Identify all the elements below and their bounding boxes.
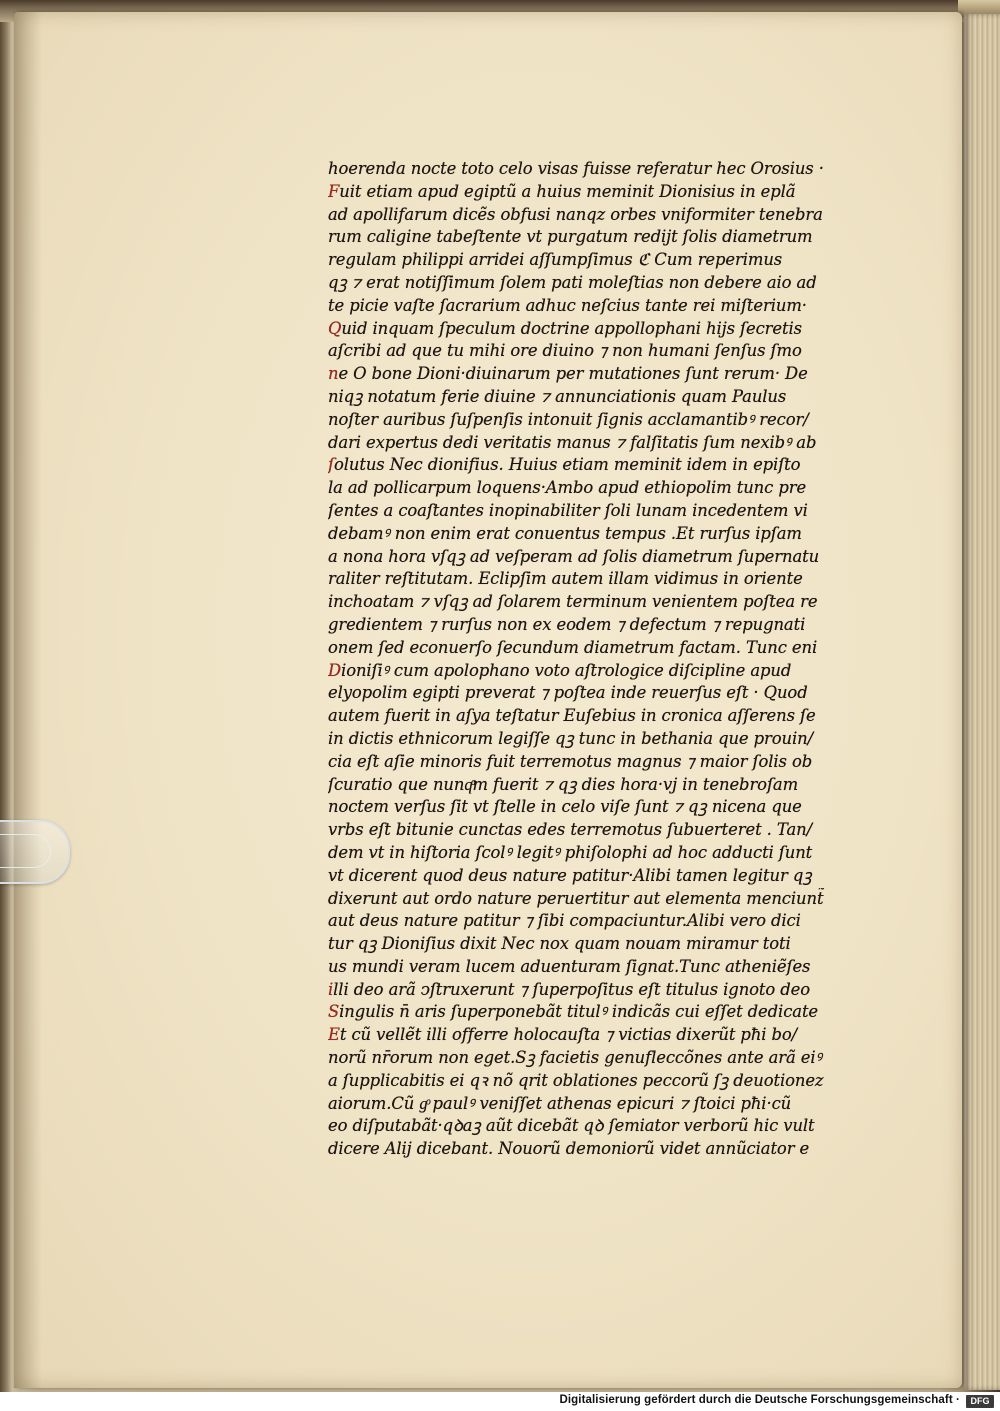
text-line: rum caligine tabeſtente vt purgatum redijt ſolis diametrum bbox=[328, 227, 813, 247]
text-line: ſolutus Nec dionifius. Huius etiam meminit idem in epiſto bbox=[328, 455, 801, 475]
text-line: aiorum.Cũ gͦ paulꝰ veniſſet athenas epicuri ⁊ ſtoici pħi·cũ bbox=[328, 1093, 792, 1113]
text-line: ſcuratio que nunqͣm fuerit ⁊ qꝫ dies hora·vj in tenebroſam bbox=[328, 774, 799, 794]
text-line: illi deo arã ↄſtruxerunt ⁊ ſuperpoſitus eſt titulus ignoto deo bbox=[328, 979, 811, 999]
text-line: vt dicerent quod deus nature patitur·Alibi tamen legitur qꝫ bbox=[328, 865, 812, 885]
text-line: tur qꝫ Dioniſius dixit Nec nox quam nouam miramur toti bbox=[328, 934, 791, 954]
book-clip-inner bbox=[0, 834, 51, 868]
text-line: inchoatam ⁊ vſqꝫ ad ſolarem terminum venientem poſtea re bbox=[328, 592, 818, 612]
text-line: autem fuerit in aſya teſtatur Euſebius in cronica aſſerens ſe bbox=[328, 706, 816, 726]
text-line: regulam philippi arridei aſſumpſimus ℭ Cum reperimus bbox=[328, 250, 783, 270]
text-block bbox=[328, 158, 848, 1161]
text-line: in dictis ethnicorum legiſſe qꝫ tunc in bethania que prouin/ bbox=[328, 728, 814, 748]
text-line: noſter auribus ſuſpenſis intonuit ſignis acclamantibꝰ recor/ bbox=[328, 409, 809, 429]
text-line: gredientem ⁊ rurſus non ex eodem ⁊ defectum ⁊ repugnati bbox=[328, 614, 806, 634]
text-line: hoerenda nocte toto celo visas fuisse referatur hec Orosius · bbox=[328, 159, 824, 178]
footer-bar bbox=[0, 1392, 1000, 1411]
text-line: dari expertus dedi veritatis manus ⁊ falſitatis ſum nexibꝰ ab bbox=[328, 432, 817, 452]
text-line: Et cũ vellẽt illi offerre holocauſta ⁊ victias dixerũt pħi bo/ bbox=[328, 1025, 798, 1045]
page-stack-edge bbox=[964, 14, 1000, 1390]
text-line: us mundi veram lucem aduenturam ſignat.Tunc atheniẽſes bbox=[328, 956, 811, 976]
text-line: dicere Alij dicebant. Nouorũ demoniorũ videt annũciator e bbox=[328, 1139, 810, 1159]
text-line: a ſupplicabitis ei qꝛ nõ qrit oblationes peccorũ ſꝫ deuotionez bbox=[328, 1070, 824, 1090]
text-line: Dioniſiꝰ cum apolophano voto aſtrologice diſcipline apud bbox=[328, 660, 792, 680]
text-line: elyopolim egipti preverat ⁊ poſtea inde reuerſus eſt · Quod bbox=[328, 683, 808, 703]
text-line: qꝫ ⁊ erat notiſſimum ſolem pati moleſtias non debere aio ad bbox=[328, 272, 817, 292]
text-line: aſcribi ad que tu mihi ore diuino ⁊ non humani ſenſus ſmo bbox=[328, 341, 802, 361]
text-line: Singulis n̄ aris ſuperponebãt titulꝰ indicãs cui eſſet dedicate bbox=[328, 1002, 819, 1022]
text-line: ne O bone Dioni·diuinarum per mutationes ſunt rerum· De bbox=[328, 364, 808, 384]
text-line: onem ſed econuerſo ſecundum diametrum factam. Tunc eni bbox=[328, 637, 818, 657]
text-line: dixerunt aut ordo nature peruertitur aut elementa menciunt̃ bbox=[328, 888, 824, 908]
text-line: niqꝫ notatum ferie diuine ⁊ annunciationis quam Paulus bbox=[328, 386, 787, 406]
text-line: te picie vaſte ſacrarium adhuc neſcius tante rei miſterium· bbox=[328, 295, 807, 315]
footer-credit: Digitalisierung gefördert durch die Deutsche Forschungsgemeinschaft · bbox=[559, 1394, 960, 1406]
text-line: norũ nr̄orum non eget.Sꝫ facietis genufleccõnes ante arã eiꝰ bbox=[328, 1048, 822, 1068]
text-line: la ad pollicarpum loquens·Ambo apud ethiopolim tunc pre bbox=[328, 478, 807, 498]
text-line: aut deus nature patitur ⁊ ſibi compaciuntur.Alibi vero dici bbox=[328, 911, 801, 931]
text-line: Fuit etiam apud egiptũ a huius meminit Dionisius in eplã bbox=[328, 181, 796, 201]
text-line: ad apollifarum dicẽs obfusi nanqz orbes vniformiter tenebra bbox=[328, 204, 823, 224]
text-line: dem vt in hiſtoria ſcolꝰ legitꝰ phiſolophi ad hoc adducti ſunt bbox=[328, 842, 813, 862]
text-line: Quid inquam ſpeculum doctrine appollophani hijs ſecretis bbox=[328, 318, 802, 338]
text-line: eo diſputabãt·qꝺaꝫ aũt dicebãt qꝺ ſemiator verborũ hic vult bbox=[328, 1116, 815, 1136]
text-line: ſentes a coaſtantes inopinabiliter ſoli lunam incedentem vi bbox=[328, 500, 808, 520]
text-line: raliter reſtitutam. Eclipſim autem illam vidimus in oriente bbox=[328, 569, 803, 589]
binding-shadow bbox=[14, 12, 42, 1388]
text-line: vrbs eſt bitunie cunctas edes terremotus ſubuerteret . Tan/ bbox=[328, 820, 813, 840]
text-line: a nona hora vſqꝫ ad veſperam ad ſolis diametrum ſupernatu bbox=[328, 546, 820, 566]
dfg-logo: DFG bbox=[966, 1395, 994, 1408]
text-line: debamꝰ non enim erat conuentus tempus .Et rurſus ipſam bbox=[328, 523, 802, 543]
text-line: cia eſt aſie minoris fuit terremotus magnus ⁊ maior ſolis ob bbox=[328, 751, 813, 771]
text-line: noctem verſus ſit vt ſtelle in celo viſe ſunt ⁊ qꝫ nicena que bbox=[328, 797, 802, 817]
